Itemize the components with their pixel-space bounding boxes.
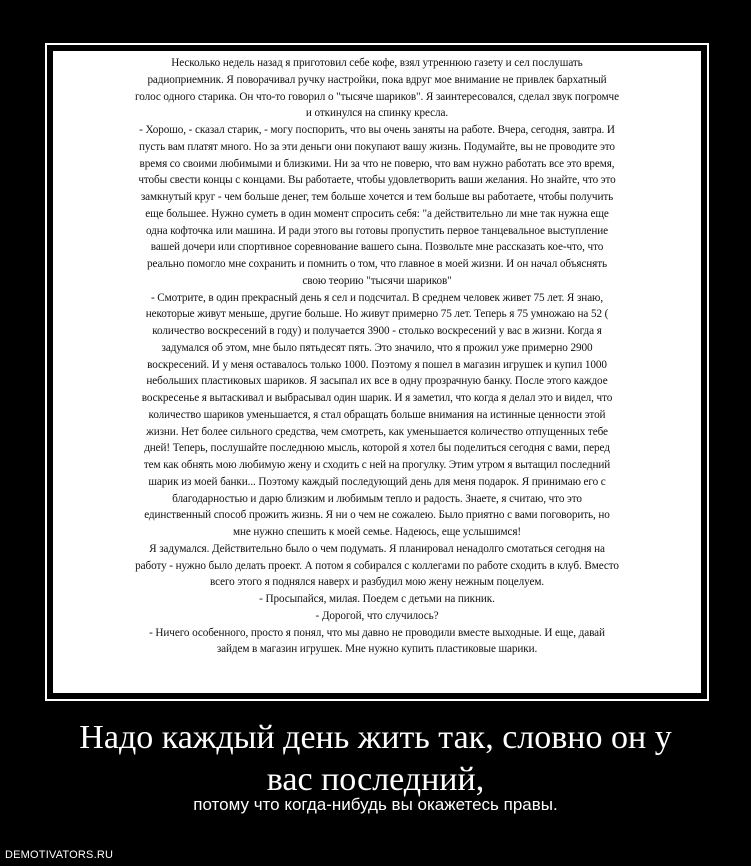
story-line: количество шариков уменьшается, я стал обращать больше внимания на истинные ценности этой — [148, 408, 606, 421]
headline-line: Надо каждый день жить так, словно он у — [79, 719, 672, 756]
story-text — [53, 51, 701, 658]
story-line: дней! Теперь, послушайте последнюю мысль, которой я хотел бы поделиться сегодня с вами, перед — [144, 442, 610, 455]
story-line: и откинулся на спинку кресла. — [305, 107, 449, 120]
story-line: время со своими любимыми и близкими. Ни за что не поверю, что вам нужно работать все это время, — [139, 157, 615, 170]
story-line: мне нужно спешить к моей семье. Надеюсь, еще услышимся! — [232, 526, 522, 538]
story-line: - Ничего особенного, просто я понял, что мы давно не проводили вместе выходные. И еще, давай — [149, 626, 605, 639]
story-line: количество воскресений в году) и получается 3900 - столько воскресений у вас в жизни. Когда я — [152, 325, 602, 337]
story-panel — [53, 51, 701, 693]
story-line: тем как обнять мою любимую жену и сходить с ней на прогулку. Этим утром я вытащил последний — [143, 459, 611, 471]
story-line: благодарностью и дарю близким и любимым тепло и радость. Знаете, я считаю, что это — [172, 492, 582, 505]
story-line: Я задумался. Действительно было о чем подумать. Я планировал ненадолго смотаться сегодня на — [149, 542, 605, 555]
story-line: воскресений. И у меня оставалось только 1000. Поэтому я пошел в магазин игрушек и купил 1000 — [147, 358, 607, 371]
subline: потому что когда-нибудь вы окажетесь правы. — [193, 795, 558, 814]
story-line: еще большее. Нужно суметь в один момент спросить себя: "а действительно ли мне так нужна еще — [145, 207, 609, 220]
story-line: небольших пластиковых шариков. Я засыпал их все в одну прозрачную банку. После этого каждое — [146, 375, 608, 388]
story-line: - Смотрите, в один прекрасный день я сел и подсчитал. В среднем человек живет 75 лет. Я знаю, — [150, 291, 604, 304]
story-line: пусть вам платят много. Но за эти деньги они покупают вашу жизнь. Подумайте, вы не проводите это — [139, 140, 615, 153]
story-line: единственный способ прожить жизнь. Я ни о чем не сожалею. Было приятно с вами поговорить, но — [144, 509, 610, 522]
story-line: зайдем в магазин игрушек. Мне нужно купить пластиковые шарики. — [216, 643, 538, 656]
story-line: радиоприемник. Я поворачивал ручку настройки, пока вдруг мое внимание не привлек бархатный — [147, 73, 607, 86]
story-line: - Просыпайся, милая. Поедем с детьми на пикник. — [259, 593, 495, 605]
story-line: замкнутый круг - чем больше денег, тем больше хочется и тем больше вы работаете, чтобы получить — [140, 191, 614, 203]
story-line: работу - нужно было делать проект. А потом я собирался с коллегами по работе сходить в клуб. Вместо — [135, 559, 619, 572]
story-line: жизни. Нет более сильного средства, чем смотреть, как уменьшается количество отпущенных тебе — [146, 425, 608, 438]
story-line: голос одного старика. Он что-то говорил о "тысяче шариков". Я заинтересовался, сделал звук погромче — [135, 90, 619, 103]
story-line: свою теорию "тысячи шариков" — [302, 274, 452, 287]
story-line: чтобы свести концы с концами. Вы работаете, чтобы удовлетворить ваши желания. Но знайте, что это — [138, 174, 616, 187]
story-line: реально помогло мне сохранить и помнить о том, что главное в моей жизни. И он начал объяснять — [146, 258, 608, 270]
story-line: вашей дочери или спортивное соревнование вашего сына. Позвольте мне рассказать кое-что, что — [150, 241, 604, 254]
site-watermark: DEMOTIVATORS.RU — [5, 849, 114, 861]
story-line: некоторые живут меньше, другие больше. Но живут примерно 75 лет. Теперь я 75 умножаю на 52 ( — [145, 308, 609, 321]
story-line: Несколько недель назад я приготовил себе кофе, взял утреннюю газету и сел послушать — [171, 57, 583, 69]
story-line: воскресенье я вытаскивал и выбрасывал один шарик. И я заметил, что когда я делал это и видел, что — [141, 392, 613, 404]
headline-line: вас последний, — [266, 761, 485, 798]
story-line: шарик из моей банки... Поэтому каждый последующий день для меня подарок. Я принимаю его с — [148, 475, 606, 488]
story-line: - Дорогой, что случилось? — [315, 609, 439, 622]
story-line: одна кофточка или машина. И ради этого вы готовы пропустить первое танцевальное выступление — [145, 224, 609, 237]
headline — [0, 717, 751, 801]
story-line: задумался об этом, мне было пятьдесят пять. Это значило, что я прожил уже примерно 2900 — [161, 341, 593, 354]
story-line: - Хорошо, - сказал старик, - могу поспорить, что вы очень заняты на работе. Вчера, сегодня, завтра. И — [139, 124, 615, 136]
story-line: всего этого я поднялся наверх и разбудил мою жену нежным поцелуем. — [209, 576, 545, 589]
